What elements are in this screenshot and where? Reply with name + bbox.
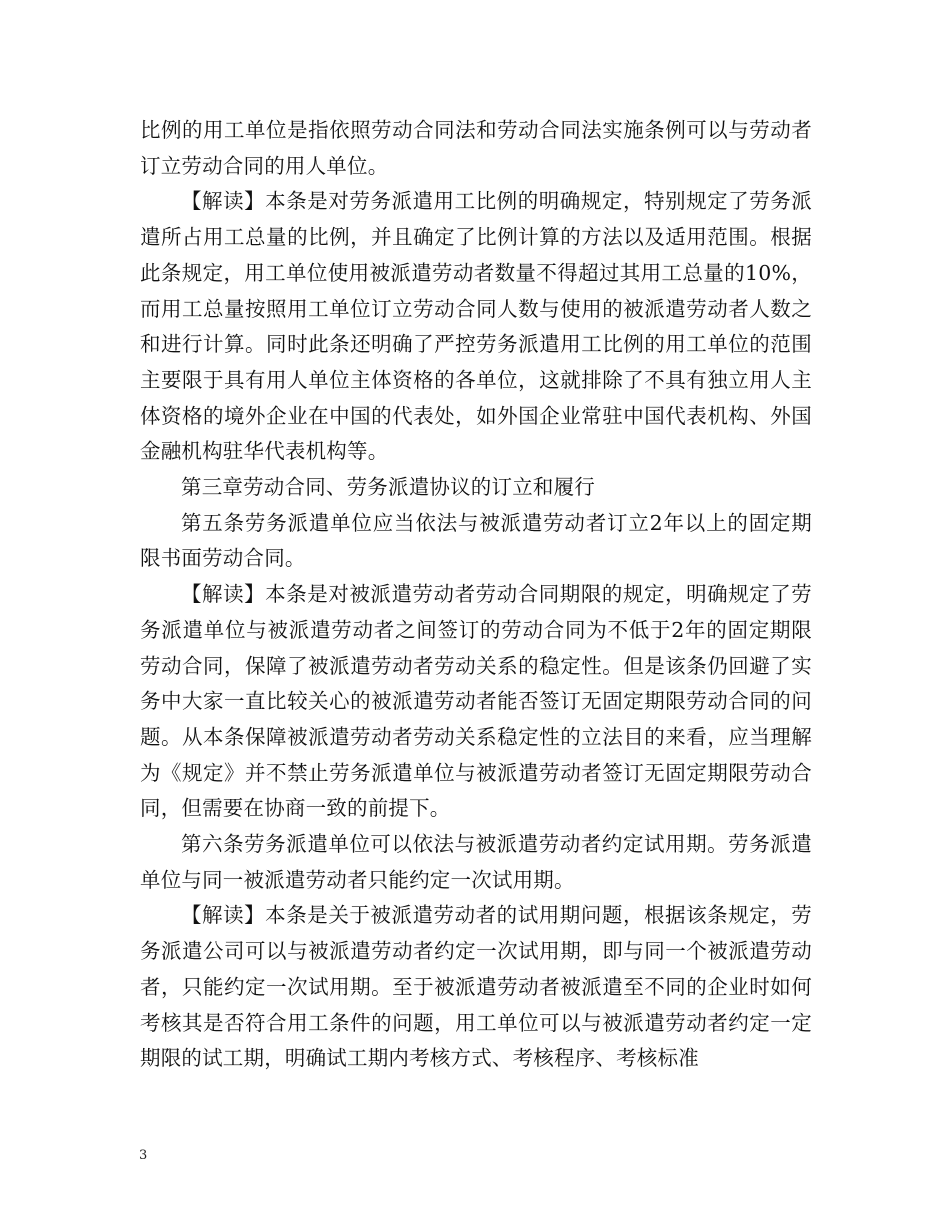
paragraph-2: 【解读】本条是对劳务派遣用工比例的明确规定，特别规定了劳务派遣所占用工总量的比例，并且确定了比例计算的方法以及适用范围。根据此条规定，用工单位使用被派遣劳动者数量不得超过其用工总量的10%，而用工总量按照用工单位订立劳动合同人数与使用的被派遣劳动者人数之和进行计算。同时此条还明确了严控劳务派遣用工比例的用工单位的范围主要限于具有用人单位主体资格的各单位，这就排除了不具有独立用人主体资格的境外企业在中国的代表处，如外国企业常驻中国代表机构、外国金融机构驻华代表机构等。 [140, 189, 812, 464]
article-5: 第五条劳务派遣单位应当依法与被派遣劳动者订立2年以上的固定期限书面劳动合同。 [140, 510, 812, 571]
page-number: 3 [139, 1148, 148, 1163]
paragraph-5: 【解读】本条是对被派遣劳动者劳动合同期限的规定，明确规定了劳务派遣单位与被派遣劳动者之间签订的劳动合同为不低于2年的固定期限劳动合同，保障了被派遣劳动者劳动关系的稳定性。但是该条仍回避了实务中大家一直比较关心的被派遣劳动者能否签订无固定期限劳动合同的问题。从本条保障被派遣劳动者劳动关系稳定性的立法目的来看，应当理解为《规定》并不禁止劳务派遣单位与被派遣劳动者签订无固定期限劳动合同，但需要在协商一致的前提下。 [140, 582, 812, 821]
paragraph-1: 比例的用工单位是指依照劳动合同法和劳动合同法实施条例可以与劳动者订立劳动合同的用人单位。 [140, 118, 812, 178]
article-6: 第六条劳务派遣单位可以依法与被派遣劳动者约定试用期。劳务派遣单位与同一被派遣劳动者只能约定一次试用期。 [140, 832, 812, 892]
document-body [140, 113, 812, 1077]
paragraph-7: 【解读】本条是关于被派遣劳动者的试用期问题，根据该条规定，劳务派遣公司可以与被派遣劳动者约定一次试用期，即与同一个被派遣劳动者，只能约定一次试用期。至于被派遣劳动者被派遣至不同的企业时如何考核其是否符合用工条件的问题，用工单位可以与被派遣劳动者约定一定期限的试工期，明确试工期内考核方式、考核程序、考核标准 [140, 903, 812, 1071]
chapter-heading: 第三章劳动合同、劳务派遣协议的订立和履行 [181, 475, 595, 500]
